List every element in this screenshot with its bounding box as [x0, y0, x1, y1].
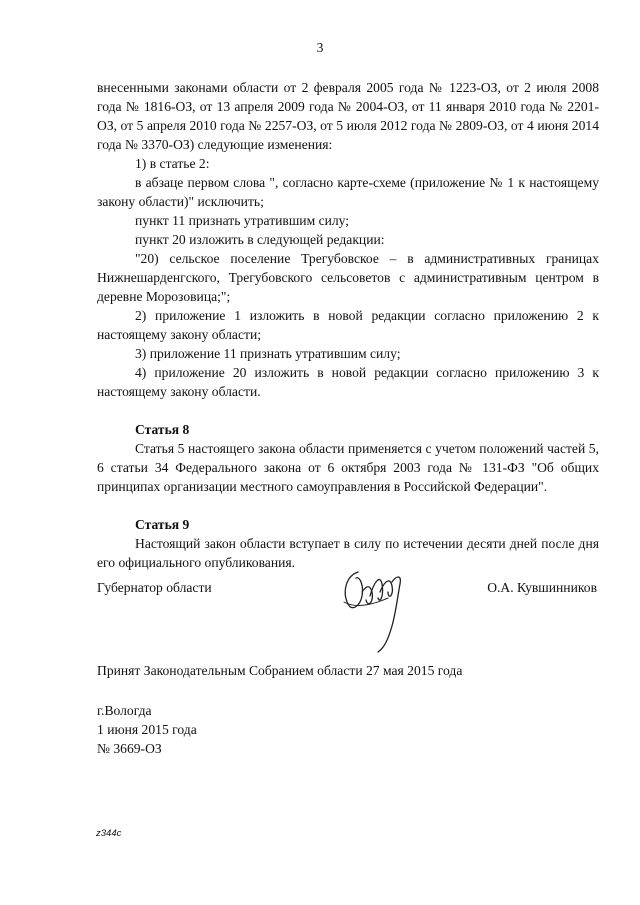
paragraph-item-1: 1) в статье 2:	[135, 156, 210, 171]
issue-date: 1 июня 2015 года	[97, 722, 197, 737]
governor-name: О.А. Кувшинников	[487, 580, 597, 595]
paragraph-item-4: 4) приложение 20 изложить в новой редакции согласно приложению 3 к настоящему закону области.	[97, 365, 599, 399]
paragraph-item-2: 2) приложение 1 изложить в новой редакции согласно приложению 2 к настоящему закону области;	[97, 308, 599, 342]
article-9-heading: Статья 9	[135, 517, 190, 532]
article-9-text: Настоящий закон области вступает в силу по истечении десяти дней после дня его официального опубликования.	[97, 536, 599, 570]
article-8-text: Статья 5 настоящего закона области применяется с учетом положений частей 5, 6 статьи 34 Федерального закона от 6 октября 2003 года № 131-ФЗ "Об общих принципах организации местного самоуправления в Российской Федерации".	[97, 441, 599, 494]
document-code: z344c	[96, 828, 122, 839]
document-body	[97, 78, 599, 572]
paragraph-point-20: пункт 20 изложить в следующей редакции:	[135, 232, 385, 247]
paragraph-first-clause: в абзаце первом слова ", согласно карте-схеме (приложение № 1 к настоящему закону области)" исключить;	[97, 175, 599, 209]
governor-title: Губернатор области	[97, 580, 212, 595]
place-date-number	[97, 701, 197, 758]
page-number: 3	[316, 40, 324, 55]
place: г.Вологда	[97, 703, 152, 718]
paragraph-point-11: пункт 11 признать утратившим силу;	[135, 213, 350, 228]
paragraph-item-3: 3) приложение 11 признать утратившим силу;	[135, 346, 401, 361]
article-8-heading: Статья 8	[135, 422, 190, 437]
handwritten-signature	[340, 562, 410, 654]
law-number: № 3669-ОЗ	[97, 741, 162, 756]
paragraph-point-20-text: "20) сельское поселение Трегубовское – в административных границах Нижнешарденгского, Трегубовского сельсоветов с административным центром в деревне Морозовица;";	[97, 251, 599, 304]
adoption-note: Принят Законодательным Собранием области 27 мая 2015 года	[97, 663, 463, 678]
paragraph-amendments-intro: внесенными законами области от 2 февраля 2005 года № 1223-ОЗ, от 2 июля 2008 года № 1816-ОЗ, от 13 апреля 2009 года № 2004-ОЗ, от 11 января 2010 года № 2201-ОЗ, от 5 апреля 2010 года № 2257-ОЗ, от 5 июля 2012 года № 2809-ОЗ, от 4 июня 2014 года № 3370-ОЗ) следующие изменения:	[97, 80, 599, 152]
